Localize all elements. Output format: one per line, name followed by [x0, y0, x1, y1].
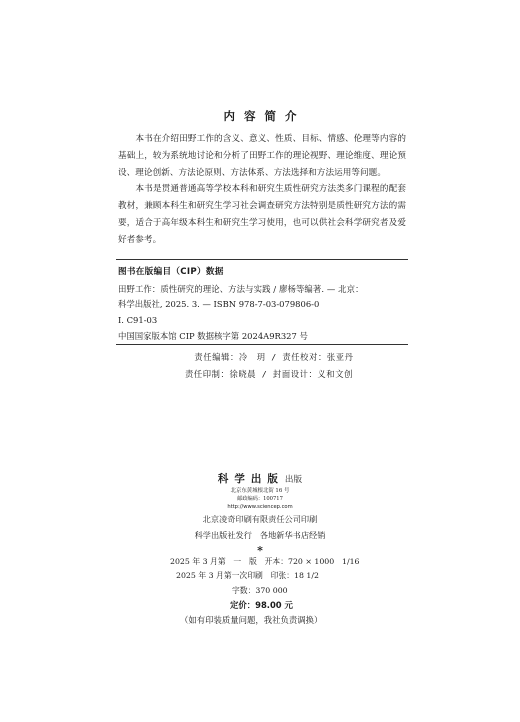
cip-title-line: 田野工作：质性研究的理论、方法与实践 / 廖杨等编著. — 北京： — [118, 284, 364, 294]
cip-publisher-line: 科学出版社, 2025. 3. — ISBN 978-7-03-079806-0 — [118, 299, 320, 309]
publisher-logo-text: 科学出版 — [217, 473, 284, 485]
printer-name: 北京凌奇印刷有限责任公司印刷 — [202, 514, 318, 524]
printing-line: 2025 年 3 月第一次印刷 印张：18 1/2 — [176, 571, 319, 580]
publisher-name — [0, 471, 520, 486]
publisher-name-suffix: 出版 — [284, 475, 303, 485]
distribution-line — [0, 530, 520, 541]
cip-top-rule — [116, 259, 408, 260]
cip-heading: 图书在版编目（CIP）数据 — [118, 267, 224, 277]
publisher-url: http://www.sciencep.com — [227, 504, 293, 510]
publisher-address: 北京东黄城根北街 16 号 — [230, 488, 290, 494]
summary-title: 内容简介 — [223, 109, 306, 123]
edition-line: 2025 年 3 月第 一 版 开本：720 × 1000 1/16 — [170, 557, 360, 566]
summary-body — [118, 131, 406, 249]
price: 定价：98.00 元 — [230, 600, 293, 610]
credits-editors: 责任编辑：冷 玥 / 责任校对：张亚丹 — [194, 352, 354, 362]
publisher-postcode: 邮政编码：100717 — [237, 496, 283, 502]
summary-paragraph-2: 本书是贯通普通高等学校本科和研究生质性研究方法类多门课程的配套教材，兼顾本科生和研究生学习社会调查研究方法特别是质性研究方法的需要，适合于高年级本科生和研究生学习使用，也可以供社会科学研究者及爱好者参考。 — [118, 184, 406, 245]
distributor-publisher: 科学出版社发行 — [194, 530, 252, 540]
summary-paragraph-1: 本书在介绍田野工作的含义、意义、性质、目标、情感、伦理等内容的基础上，较为系统地讨论和分析了田野工作的理论视野、理论维度、理论预设、理论创新、方法论原则、方法体系、方法选择和方法运用等问题。 — [118, 134, 406, 178]
cip-record-number: 中国国家版本馆 CIP 数据核字第 2024A9R327 号 — [118, 331, 308, 341]
section-separator: * — [257, 544, 263, 557]
distributor-retail: 各地新华书店经销 — [259, 530, 326, 540]
cip-classification: Ⅰ. C91-03 — [118, 315, 158, 325]
quality-note: （如有印装质量问题，我社负责调换） — [180, 615, 323, 625]
credits-production: 责任印制：徐晓晨 / 封面设计：义和文创 — [184, 369, 354, 379]
word-count: 字数：370 000 — [232, 586, 288, 595]
cip-bottom-rule — [116, 344, 408, 345]
